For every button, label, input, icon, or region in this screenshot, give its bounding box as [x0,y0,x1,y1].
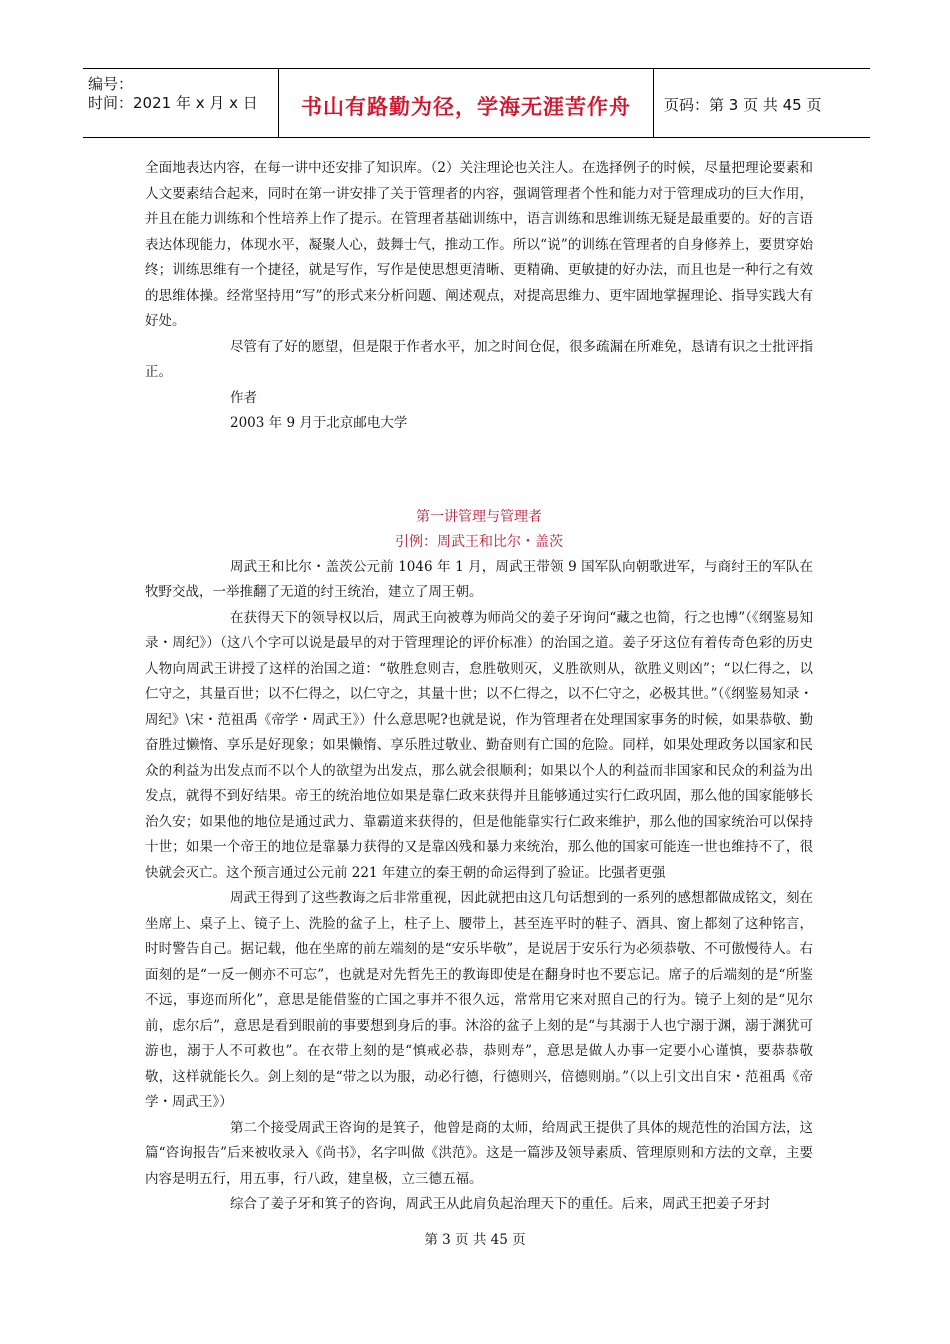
header-motto: 书山有路勤为径，学海无涯苦作舟 [301,95,631,119]
page-footer: 第 3 页 共 45 页 [424,1232,526,1248]
preface-date: 2003 年 9 月于北京邮电大学 [230,415,408,431]
page-header [83,68,870,138]
header-page-info: 页码：第 3 页 共 45 页 [664,96,822,114]
chapter-paragraph: 周武王得到了这些教诲之后非常重视，因此就把由这几句话想到的一系列的感想都做成铭文，刻在坐席上、桌子上、镜子上、洗脸的盆子上，柱子上、腰带上，甚至连平时的鞋子、酒具、窗上都刻了这种铭言，时时警告自己。据记载，他在坐席的前左端刻的是“安乐毕敬”，是说居于安乐行为必须恭敬、不可傲慢待人。右面刻的是“一反一侧亦不可忘”，也就是对先哲先王的教诲即使是在翻身时也不要忘记。席子的后端刻的是“所鉴不远，事迩而所化”，意思是能借鉴的亡国之事并不很久远，常常用它来对照自己的行为。镜子上刻的是“见尔前，虑尔后”，意思是看到眼前的事要想到身后的事。沐浴的盆子上刻的是“与其溺于人也宁溺于渊，溺于渊犹可游也，溺于人不可救也”。在衣带上刻的是“慎戒必恭，恭则寿”，意思是做人办事一定要小心谨慎，要恭恭敬敬，这样就能长久。剑上刻的是“带之以为服，动必行德，行德则兴，倍德则崩。”（以上引文出自宋・范祖禹《帝学・周武王》） [145,890,813,1110]
preface-paragraph-2: 尽管有了好的愿望，但是限于作者水平，加之时间仓促，很多疏漏在所难免，恳请有识之士批评指正。 [145,338,813,380]
chapter-paragraph: 第二个接受周武王咨询的是箕子，他曾是商的太师，给周武王提供了具体的规范性的治国方法，这篇“咨询报告”后来被收录入《尚书》，名字叫做《洪范》。这是一篇涉及领导素质、管理原则和方法的文章，主要内容是明五行，用五事，行八政，建皇极，立三德五福。 [145,1119,813,1187]
section-spacer [145,437,813,505]
document-time-label: 时间：2021 年 x 月 x 日 [88,94,258,112]
header-left-cell [83,69,279,137]
header-right-cell [654,69,870,137]
chapter-title: 第一讲管理与管理者 [416,508,542,525]
chapter-subtitle: 引例：周武王和比尔・盖茨 [395,533,563,550]
preface-paragraph-1: 全面地表达内容，在每一讲中还安排了知识库。（2）关注理论也关注人。在选择例子的时候，尽量把理论要素和人文要素结合起来，同时在第一讲安排了关于管理者的内容，强调管理者个性和能力对于管理成功的巨大作用，并且在能力训练和个性培养上作了提示。在管理者基础训练中，语言训练和思维训练无疑是最重要的。好的言语表达体现能力，体现水平，凝聚人心，鼓舞士气，推动工作。所以“说”的训练在管理者的自身修养上，要贯穿始终；训练思维有一个捷径，就是写作，写作是使思想更清晰、更精确、更敏捷的好办法，而且也是一种行之有效的思维体操。经常坚持用“写”的形式来分析问题、阐述观点，对提高思维力、更牢固地掌握理论、指导实践大有好处。 [145,160,813,329]
chapter-paragraph: 周武王和比尔・盖茨公元前 1046 年 1 月，周武王带领 9 国军队向朝歌进军，与商纣王的军队在牧野交战，一举推翻了无道的纣王统治，建立了周王朝。 [145,558,813,600]
document-number-label: 编号： [88,75,134,93]
header-middle-cell [279,69,654,137]
preface-author: 作者 [230,389,257,406]
chapter-paragraph: 综合了姜子牙和箕子的咨询，周武王从此肩负起治理天下的重任。后来，周武王把姜子牙封 [230,1196,770,1212]
chapter-paragraph: 在获得天下的领导权以后，周武王向被尊为师尚父的姜子牙询问“藏之也简，行之也博”（《纲鉴易知录・周纪》）（这八个字可以说是最早的对于管理理论的评价标准）的治国之道。姜子牙这位有着传奇色彩的历史人物向周武王讲授了这样的治国之道：“敬胜怠则吉，怠胜敬则灭，义胜欲则从，欲胜义则凶”；“以仁得之，以仁守之，其量百世；以不仁得之，以仁守之，其量十世；以不仁得之，以不仁守之，必极其世。”（《纲鉴易知录・周纪》\宋・范祖禹《帝学・周武王》）什么意思呢?也就是说，作为管理者在处理国家事务的时候，如果恭敬、勤奋胜过懒惰、享乐是好现象；如果懒惰、享乐胜过敬业、勤奋则有亡国的危险。同样，如果处理政务以国家和民众的利益为出发点而不以个人的欲望为出发点，那么就会很顺利；如果以个人的利益而非国家和民众的利益为出发点，就得不到好结果。帝王的统治地位如果是靠仁政来获得并且能够通过实行仁政巩固，那么他的国家能够长治久安；如果他的地位是通过武力、靠霸道来获得的，但是他能靠实行仁政来维护，那么他的国家统治可以保持十世；如果一个帝王的地位是靠暴力获得的又是靠凶残和暴力来统治，那么他的国家可能连一世也维持不了，很快就会灭亡。这个预言通过公元前 221 年建立的秦王朝的命运得到了验证。比强者更强 [145,609,813,881]
document-body [145,156,813,1218]
